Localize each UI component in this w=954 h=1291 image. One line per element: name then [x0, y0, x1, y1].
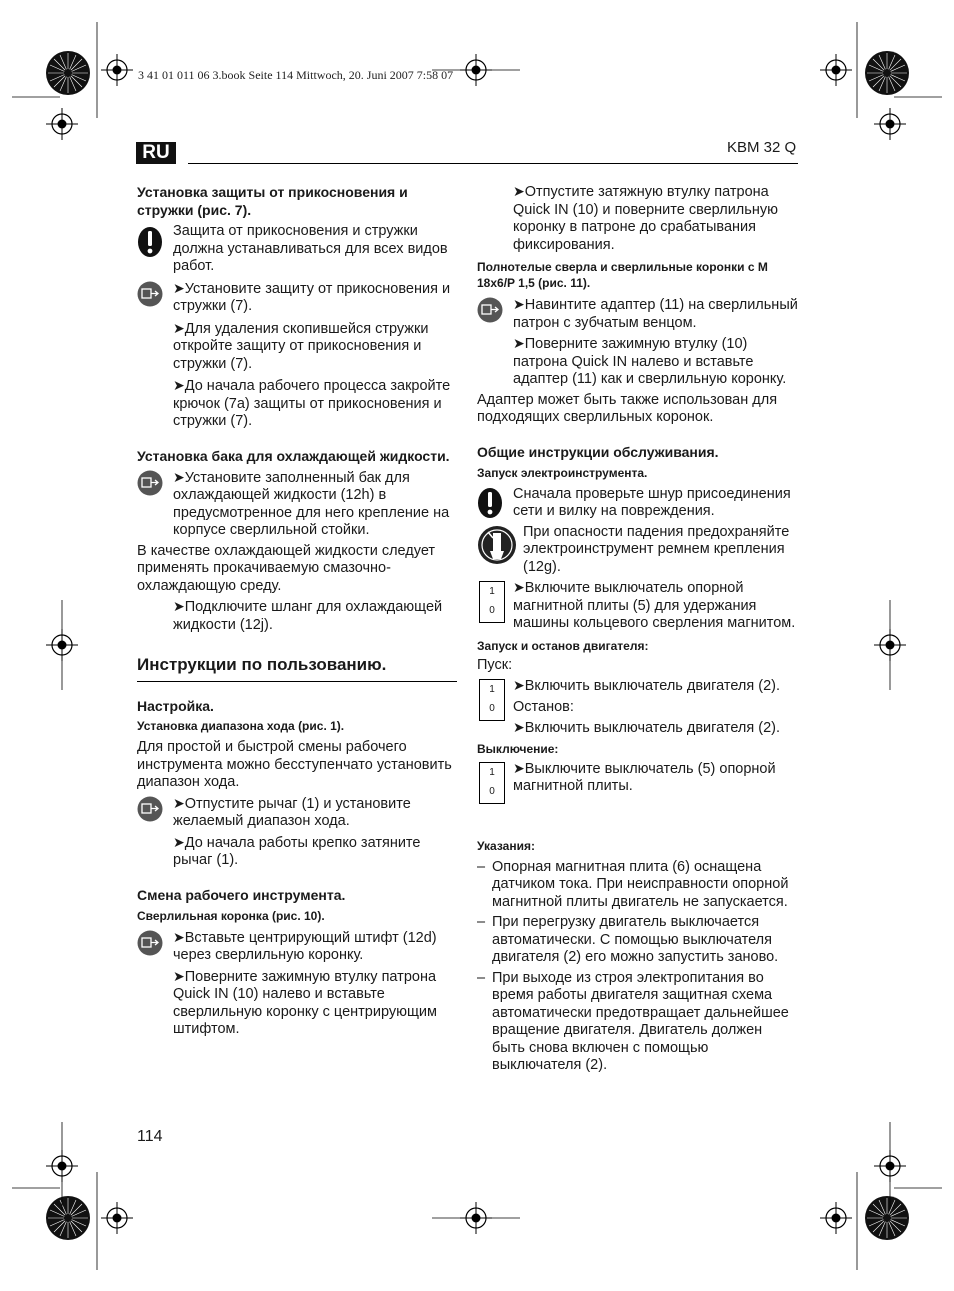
- step-text: До начала рабочего процесса закройте крючок (7a) защиты от прикосновения и стружки (7).: [173, 378, 451, 429]
- plug-hand-icon: [137, 929, 163, 957]
- header-rule: [188, 163, 798, 164]
- registration-mark-icon: [101, 1202, 133, 1234]
- registration-mark-icon: [820, 1202, 852, 1234]
- registration-mark-icon: [820, 54, 852, 86]
- language-badge: RU: [136, 142, 176, 164]
- subsection-title: Сверлильная коронка (рис. 10).: [137, 908, 325, 923]
- stop-label: Останов:: [513, 698, 574, 715]
- switch-on-label: 1: [489, 766, 495, 778]
- action-step: ➤Отпустите рычаг (1) и установите желаемый диапазон хода.: [137, 795, 457, 831]
- warning-note: [477, 486, 799, 521]
- fall-protection-icon: [477, 524, 517, 566]
- switch-step: 1 0 ➤Включите выключатель опорной магнитной плиты (5) для удержания машины кольцевого сверления магнитом.: [477, 579, 799, 633]
- step-text: Отпустите затяжную втулку патрона Quick IN (10) и поверните сверлильную коронку в патроне до срабатывания фиксирования.: [513, 184, 778, 253]
- step-text: Для удаления скопившейся стружки откройте защиту от прикосновения и стружки (7).: [173, 320, 429, 372]
- registration-mark-icon: [46, 108, 78, 140]
- step-text: Выключите выключатель (5) опорной магнитной плиты.: [513, 760, 776, 794]
- subsection-title: Указания:: [477, 838, 535, 853]
- subsection-title: Установка диапазона хода (рис. 1).: [137, 719, 345, 733]
- fall-protection-note: [477, 524, 799, 577]
- switch-step: 1 0 ➤Выключите выключатель (5) опорной магнитной плиты.: [477, 760, 799, 804]
- color-wheel-icon: [865, 51, 909, 95]
- on-off-switch-icon: [479, 581, 505, 623]
- list-item: – При перегрузку двигатель выключается автоматически. С помощью выключателя двигателя (2) его можно запустить заново.: [477, 914, 799, 967]
- on-off-switch-icon: [479, 762, 505, 804]
- section-title: Установка защиты от прикосновения и стружки (рис. 7).: [137, 184, 408, 218]
- warning-text: Сначала проверьте шнур присоединения сети и вилку на повреждения.: [513, 485, 791, 519]
- step-text: Поверните зажимную втулку патрона Quick IN (10) налево и вставьте сверлильную коронку с центрирующим штифтом.: [173, 968, 437, 1037]
- model-name: KBM 32 Q: [727, 139, 797, 156]
- registration-mark-icon: [101, 54, 133, 86]
- chapter-title: Инструкции по пользованию.: [137, 654, 457, 682]
- plug-hand-icon: [477, 296, 503, 324]
- step-text: Включите выключатель опорной магнитной плиты (5) для удержания машины кольцевого сверления магнитом.: [513, 580, 796, 631]
- action-step: ➤Установите защиту от прикосновения и стружки (7).: [137, 280, 457, 316]
- step-text: Отпустите рычаг (1) и установите желаемый диапазон хода.: [173, 795, 411, 829]
- print-info: 3 41 01 011 06 3.book Seite 114 Mittwoch, 20. Juni 2007 7:58 07: [138, 68, 454, 82]
- action-step: ➤Для удаления скопившейся стружки откройте защиту от прикосновения и стружки (7).: [173, 319, 429, 372]
- section-title: Смена рабочего инструмента.: [137, 886, 346, 903]
- step-text: Включить выключатель двигателя (2).: [524, 720, 780, 736]
- on-off-switch-icon: [479, 679, 505, 721]
- warning-text: Защита от прикосновения и стружки должна устанавливаться для всех видов работ.: [173, 223, 448, 274]
- subsection-title: Настройка.: [137, 698, 214, 714]
- page-number: 114: [137, 1128, 163, 1145]
- step-text: Включить выключатель двигателя (2).: [524, 678, 780, 694]
- action-step: ➤Установите заполненный бак для охлаждающей жидкости (12h) в предусмотренное для него крепление на корпусе сверлильной стойки.: [137, 469, 457, 540]
- plug-hand-icon: [137, 795, 163, 823]
- subsection-title: Запуск и останов двигателя:: [477, 638, 649, 653]
- section-title: Общие инструкции обслуживания.: [477, 443, 719, 460]
- action-step: ➤До начала работы крепко затяните рычаг (1).: [173, 833, 421, 868]
- plug-hand-icon: [137, 469, 163, 497]
- switch-on-label: 1: [489, 684, 495, 695]
- plug-hand-icon: [137, 280, 163, 308]
- switch-step: 1 0 ➤Включить выключатель двигателя (2). Останов: ➤Включить выключатель двигателя (2).: [477, 677, 799, 738]
- right-column: [477, 183, 799, 1075]
- action-step: ➤Вставьте центрирующий штифт (12d) через сверлильную коронку.: [137, 929, 457, 965]
- action-step: ➤Отпустите затяжную втулку патрона Quick IN (10) и поверните сверлильную коронку в патроне до срабатывания фиксирования.: [513, 183, 778, 253]
- step-text: Вставьте центрирующий штифт (12d) через сверлильную коронку.: [173, 929, 437, 963]
- note-text: При опасности падения предохраняйте электроинструмент ремнем крепления (12g).: [523, 523, 790, 575]
- left-column: [137, 183, 457, 1039]
- section-title: Полнотелые сверла и сверлильные коронки с M 18x6/P 1,5 (рис. 11).: [477, 260, 768, 290]
- list-item: – При выходе из строя электропитания во время работы двигателя защитная схема автоматически предотвращает дальнейшее вращение двигателя. Двигатель должен быть снова включен с помощью выключателя (2).: [477, 970, 799, 1075]
- action-step: ➤До начала рабочего процесса закройте крючок (7a) защиты от прикосновения и стружки (7).: [173, 377, 451, 429]
- warning-note: [137, 223, 457, 276]
- step-text: Установите защиту от прикосновения и стружки (7).: [173, 280, 451, 314]
- section-title: Установка бака для охлаждающей жидкости.: [137, 447, 450, 464]
- paragraph: Адаптер может быть также использован для подходящих сверлильных коронок.: [477, 391, 778, 425]
- subsection-title: Выключение:: [477, 741, 559, 756]
- list-item: – Опорная магнитная плита (6) оснащена датчиком тока. При неисправности опорной магнитной плиты двигатель не запускается.: [477, 859, 799, 912]
- step-text: Установите заполненный бак для охлаждающей жидкости (12h) в предусмотренное для него крепление на корпусе сверлильной стойки.: [173, 469, 450, 538]
- switch-off-label: 0: [489, 605, 495, 616]
- action-step: ➤Поверните зажимную втулку патрона Quick IN (10) налево и вставьте сверлильную коронку с центрирующим штифтом.: [173, 967, 437, 1037]
- paragraph: Для простой и быстрой смены рабочего инструмента можно бесступенчато установить диапазон хода.: [137, 739, 452, 790]
- step-text: Навинтите адаптер (11) на сверлильный патрон с зубчатым венцом.: [513, 297, 798, 331]
- exclamation-circle-icon: [477, 487, 503, 519]
- color-wheel-icon: [46, 1196, 90, 1240]
- switch-on-label: 1: [489, 586, 495, 597]
- step-text: Поверните зажимную втулку (10) патрона Quick IN налево и вставьте адаптер (11) как и сверлильную коронку.: [513, 336, 787, 387]
- color-wheel-icon: [46, 51, 90, 95]
- registration-mark-icon: [874, 108, 906, 140]
- switch-off-label: 0: [489, 785, 495, 797]
- step-text: До начала работы крепко затяните рычаг (1).: [173, 834, 421, 868]
- exclamation-circle-icon: [137, 226, 163, 258]
- switch-off-label: 0: [489, 703, 495, 714]
- color-wheel-icon: [865, 1196, 909, 1240]
- paragraph: В качестве охлаждающей жидкости следует применять прокачиваемую смазочно-охлаждающую среду.: [137, 542, 436, 594]
- action-step: ➤Поверните зажимную втулку (10) патрона Quick IN налево и вставьте адаптер (11) как и сверлильную коронку.: [513, 335, 787, 387]
- start-label: Пуск:: [477, 656, 513, 673]
- action-step: ➤Навинтите адаптер (11) на сверлильный патрон с зубчатым венцом.: [477, 296, 799, 332]
- subsection-title: Запуск электроинструмента.: [477, 465, 648, 480]
- step-text: Подключите шланг для охлаждающей жидкости (12j).: [173, 599, 443, 633]
- action-step: ➤Подключите шланг для охлаждающей жидкости (12j).: [173, 598, 443, 633]
